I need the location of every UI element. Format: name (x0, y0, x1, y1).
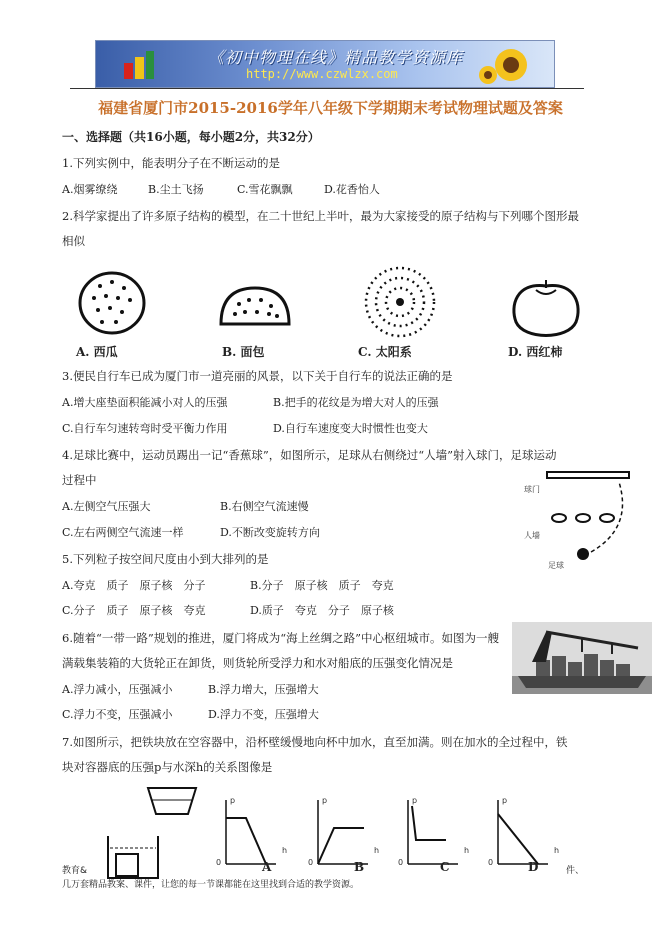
q7-graph-c-axis-h: h (464, 846, 470, 855)
q4-option-b: B.右侧空气流速慢 (220, 500, 309, 513)
sunflower-icon (476, 45, 546, 85)
q3-stem: 3.便民自行车已成为厦门市一道亮丽的风景，以下关于自行车的说法正确的是 (62, 369, 453, 383)
q7-graph-b-axis-h: h (374, 846, 380, 855)
q6-stem-line1: 6.随着“一带一路”规划的推进，厦门将成为“海上丝绸之路”中心枢纽城市。如图为一艘 (62, 631, 499, 645)
section-heading: 一、选择题（共16小题，每小题2分，共32分） (62, 130, 320, 144)
page-title: 福建省厦门市2015-2016学年八年级下学期期末考试物理试题及答案 (98, 99, 563, 117)
q2-bread-figure (215, 282, 295, 332)
q4-option-d: D.不断改变旋转方向 (220, 526, 320, 539)
q4-stem-line1: 4.足球比赛中，运动员踢出一记“香蕉球”，如图所示，足球从右侧绕过“人墙”射入球门，足球运动 (62, 448, 557, 462)
q4-label-wall: 人墙 (524, 531, 540, 540)
q6-option-b: B.浮力增大，压强增大 (208, 683, 319, 696)
q3-option-b: B.把手的花纹是为增大对人的压强 (273, 396, 439, 409)
q4-option-c: C.左右两侧空气流速一样 (62, 526, 184, 539)
q7-graph-d (490, 792, 550, 872)
banner-url: http://www.czwlzx.com (246, 67, 398, 81)
site-logo (122, 49, 156, 81)
header-banner (95, 40, 555, 88)
q2-caption-a: A. 西瓜 (76, 345, 118, 359)
q2-solar-system-figure (360, 262, 440, 342)
q2-caption-d: D. 西红柿 (508, 345, 563, 359)
q4-option-a: A.左侧空气压强大 (62, 500, 151, 513)
q2-caption-c: C. 太阳系 (358, 345, 412, 359)
q5-option-d: D.质子 夸克 分子 原子核 (250, 604, 394, 617)
q7-stem-line1: 7.如图所示，把铁块放在空容器中，沿杯壁缓慢地向杯中加水，直至加满。则在加水的全过程中，铁 (62, 735, 568, 749)
q2-watermelon-figure (72, 268, 152, 338)
q1-stem: 1.下列实例中，能表明分子在不断运动的是 (62, 156, 280, 170)
header-rule (70, 88, 584, 89)
q2-tomato-figure (506, 276, 586, 342)
q6-option-c: C.浮力不变，压强减小 (62, 708, 173, 721)
q3-option-c: C.自行车匀速转弯时受平衡力作用 (62, 422, 228, 435)
q1-option-a: A.烟雾缭绕 (62, 183, 118, 196)
footer-line2: 几万套精品教案、课件，让您的每一节课都能在这里找到合适的教学资源。 (62, 880, 360, 890)
q7-graph-a-axis-p: p (230, 796, 236, 805)
q2-caption-b: B. 面包 (222, 345, 265, 359)
q7-graph-a-origin: 0 (216, 858, 222, 867)
q7-graph-c-axis-p: p (412, 796, 418, 805)
footer-line1-left: 教育& (62, 866, 88, 876)
q7-graph-c (400, 792, 460, 872)
q6-stem-line2: 满载集装箱的大货轮正在卸货，则货轮所受浮力和水对船底的压强变化情况是 (62, 656, 453, 670)
q3-option-d: D.自行车速度变大时惯性也变大 (273, 422, 428, 435)
q7-graph-d-origin: 0 (488, 858, 494, 867)
q5-option-a: A.夸克 质子 原子核 分子 (62, 579, 206, 592)
footer-line1-right: 件、 (566, 866, 585, 876)
q7-graph-d-axis-h: h (554, 846, 560, 855)
q7-graph-b-label: B (354, 860, 365, 874)
q1-option-d: D.花香怡人 (324, 183, 380, 196)
q7-container-figure (100, 784, 210, 880)
q6-option-d: D.浮力不变，压强增大 (208, 708, 319, 721)
q5-option-b: B.分子 原子核 质子 夸克 (250, 579, 394, 592)
q7-graph-d-axis-p: p (502, 796, 508, 805)
q7-graph-c-origin: 0 (398, 858, 404, 867)
q7-graph-a-label: A (262, 860, 272, 874)
q2-stem-line2: 相似 (62, 234, 85, 248)
q7-stem-line2: 块对容器底的压强p与水深h的关系图像是 (62, 760, 273, 774)
q4-label-goal: 球门 (524, 485, 540, 494)
q7-graph-c-label: C (440, 860, 450, 874)
q4-stem-line2: 过程中 (62, 473, 97, 487)
q6-option-a: A.浮力减小，压强减小 (62, 683, 173, 696)
banner-title: 《初中物理在线》精品教学资源库 (208, 48, 464, 67)
q6-cargo-ship-photo (512, 622, 652, 694)
q7-graph-a-axis-h: h (282, 846, 288, 855)
q1-option-c: C.雪花飘飘 (237, 183, 293, 196)
q5-stem: 5.下列粒子按空间尺度由小到大排列的是 (62, 552, 269, 566)
q7-graph-d-label: D (528, 860, 539, 874)
q5-option-c: C.分子 质子 原子核 夸克 (62, 604, 206, 617)
q3-option-a: A.增大座垫面积能减小对人的压强 (62, 396, 228, 409)
q7-graph-b-origin: 0 (308, 858, 314, 867)
q2-stem-line1: 2.科学家提出了许多原子结构的模型，在二十世纪上半叶，最为大家接受的原子结构与下列哪个图形最 (62, 209, 579, 223)
q4-label-ball: 足球 (548, 561, 564, 570)
q1-option-b: B.尘土飞扬 (148, 183, 204, 196)
q7-graph-b-axis-p: p (322, 796, 328, 805)
